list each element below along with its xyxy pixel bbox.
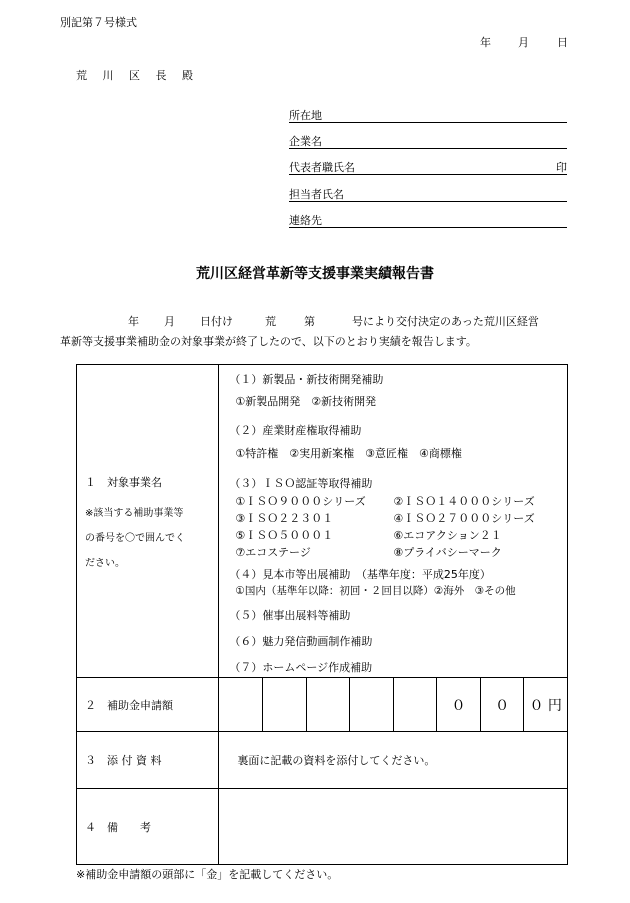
contact-field[interactable] (289, 212, 567, 228)
amount-digit-1[interactable] (219, 678, 263, 732)
amount-unit-cell (524, 678, 568, 732)
body-rest: 号により交付決定のあった荒川区経営 (352, 315, 539, 328)
option-5-heading[interactable]: （５）催事出展料等補助 (229, 609, 351, 622)
option-3-choice-3[interactable]: ③ＩＳＯ２２３０１ (235, 512, 334, 525)
report-table (76, 364, 568, 865)
amount-unit: 円 (547, 697, 562, 714)
document-title: 荒川区経営革新等支援事業実績報告書 (196, 266, 434, 282)
company-label: 企業名 (289, 135, 322, 148)
target-project-label: １ 対象事業名 (85, 475, 162, 489)
option-3-choice-5[interactable]: ⑤ＩＳＯ５０００１ (235, 529, 334, 542)
target-project-options-cell[interactable] (219, 365, 568, 678)
body-ara: 荒 (265, 315, 276, 328)
body-month: 月 (164, 315, 175, 328)
footnote: ※補助金申請額の頭部に「金」を記載してください。 (76, 868, 339, 881)
contact-label: 連絡先 (289, 214, 322, 227)
option-3-choice-8[interactable]: ⑧プライバシーマーク (393, 546, 502, 559)
contact-person-field[interactable] (289, 186, 567, 202)
option-3-heading[interactable]: （３）ＩＳＯ認証等取得補助 (229, 477, 373, 490)
body-dated: 日付け (200, 315, 233, 328)
target-project-label-cell (77, 365, 219, 678)
company-field[interactable] (289, 133, 567, 149)
body-paragraph-line2: 革新等支援事業補助金の対象事業が終了したので、以下のとおり実績を報告します。 (60, 335, 477, 348)
amount-digit-5[interactable] (393, 678, 437, 732)
option-3-choice-6[interactable]: ⑥エコアクション２１ (393, 529, 502, 542)
option-6-heading[interactable]: （６）魅力発信動画制作補助 (229, 635, 373, 648)
option-4-choices[interactable]: ①国内（基準年以降：初回・２回目以降）②海外 ③その他 (235, 585, 516, 597)
date-month-label: 月 (518, 36, 529, 49)
attachments-label: ３ 添 付 資 料 (77, 732, 219, 789)
address-field[interactable] (289, 107, 567, 123)
option-1-heading[interactable]: （１）新製品・新技術開発補助 (229, 373, 384, 386)
row-remarks (77, 789, 568, 865)
target-project-note-2: の番号を〇で囲んでく (85, 532, 185, 544)
option-2-choices[interactable]: ①特許権 ②実用新案権 ③意匠権 ④商標権 (235, 447, 462, 460)
representative-field[interactable] (289, 159, 567, 175)
form-number-label: 別記第７号様式 (60, 16, 137, 29)
contact-person-label: 担当者氏名 (289, 188, 344, 201)
amount-digit-3[interactable] (306, 678, 350, 732)
address-label: 所在地 (289, 109, 322, 122)
target-project-note-1: ※該当する補助事業等 (85, 507, 184, 519)
option-7-heading[interactable]: （７）ホームページ作成補助 (229, 661, 373, 674)
addressee: 荒 川 区 長 殿 (76, 69, 199, 82)
option-3-choice-7[interactable]: ⑦エコステージ (235, 546, 311, 559)
amount-digit-4[interactable] (350, 678, 394, 732)
option-2-heading[interactable]: （２）産業財産権取得補助 (229, 424, 362, 437)
seal-mark: 印 (556, 161, 567, 174)
amount-digit-2[interactable] (262, 678, 306, 732)
row-attachments (77, 732, 568, 789)
row-target-project (77, 365, 568, 678)
target-project-note-3: ださい。 (85, 557, 125, 569)
date-day-label: 日 (557, 36, 568, 49)
subsidy-amount-label: ２ 補助金申請額 (77, 678, 219, 732)
amount-digit-7[interactable]: ０ (480, 678, 524, 732)
amount-digit-8[interactable]: ０ (529, 697, 544, 714)
option-3-choice-4[interactable]: ④ＩＳＯ２７０００シリーズ (393, 512, 535, 525)
representative-label: 代表者職氏名 (289, 161, 355, 174)
row-subsidy-amount (77, 678, 568, 732)
attachments-text: 裏面に記載の資料を添付してください。 (219, 732, 568, 789)
option-1-choices[interactable]: ①新製品開発 ②新技術開発 (235, 395, 377, 408)
remarks-label: ４ 備 考 (77, 789, 219, 865)
body-year: 年 (128, 315, 139, 328)
amount-digit-6[interactable]: ０ (437, 678, 481, 732)
option-4-heading[interactable]: （４）見本市等出展補助 （基準年度：平成25年度） (229, 568, 491, 581)
option-3-choice-1[interactable]: ①ＩＳＯ９０００シリーズ (235, 495, 366, 508)
date-year-label: 年 (480, 36, 491, 49)
option-3-choice-2[interactable]: ②ＩＳＯ１４０００シリーズ (393, 495, 535, 508)
remarks-field[interactable] (219, 789, 568, 865)
body-dai: 第 (304, 315, 315, 328)
